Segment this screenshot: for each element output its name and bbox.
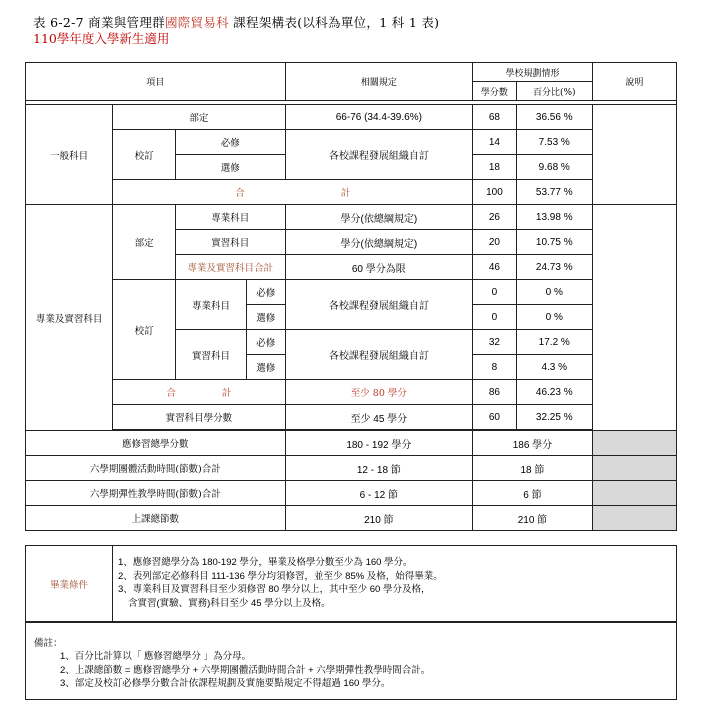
notes-title: 備註：	[34, 638, 63, 649]
general-elective-credits: 18	[473, 155, 517, 180]
summary-rule: 180 - 192 學分	[285, 431, 473, 456]
header-percent: 百分比(%)	[516, 82, 592, 101]
pro-subtotal-label: 專業及實習科目合計	[176, 255, 286, 280]
graduation-line: 1、應修習總學分為 180-192 學分，畢業及格學分數至少為 160 學分。	[118, 557, 413, 568]
graduation-line: 2、表列部定必修科目 111-136 學分均須修習，並至少 85% 及格，始得畢業。	[118, 570, 443, 582]
graduation-text	[118, 556, 443, 610]
general-total-row	[26, 180, 677, 205]
pro-practice-pct: 10.75 %	[516, 230, 592, 255]
summary-value: 6 節	[473, 481, 593, 506]
pro-subject-credits: 26	[473, 205, 517, 230]
summary-value: 210 節	[473, 506, 593, 531]
pro-school-label: 校訂	[113, 280, 176, 380]
general-required-label: 必修	[176, 130, 286, 155]
practice-total-row	[26, 405, 677, 430]
general-total-credits: 100	[473, 180, 517, 205]
title-prefix: 表 6-2-7 商業與管理群	[33, 15, 165, 30]
general-required-credits: 14	[473, 130, 517, 155]
general-total-label-1: 合	[235, 188, 245, 199]
pro-total-credits: 86	[473, 380, 517, 405]
school-pro-elective-credits: 0	[473, 305, 517, 330]
professional-label: 專業及實習科目	[26, 205, 113, 431]
pro-subtotal-rule: 60 學分為限	[285, 255, 473, 280]
note-line: 3、部定及校訂必修學分數合計依課程規劃及實施要點規定不得超過 160 學分。	[60, 678, 391, 689]
general-elective-label: 選修	[176, 155, 286, 180]
pro-practice-credits: 20	[473, 230, 517, 255]
pro-subject-rule: 學分(依總綱規定)	[285, 205, 473, 230]
graduation-line: 3、專業科目及實習科目至少須修習 80 學分以上，其中至少 60 學分及格，	[118, 584, 431, 595]
general-remarks	[592, 105, 676, 205]
table-subtitle: 110學年度入學新生適用	[33, 31, 170, 46]
school-pro-rule: 各校課程發展組織自訂	[285, 280, 473, 330]
summary-remarks	[592, 431, 676, 456]
notes-list	[60, 650, 430, 691]
summary-remarks	[592, 481, 676, 506]
practice-total-pct: 32.25 %	[516, 405, 592, 430]
school-pro-elective-label: 選修	[247, 305, 286, 330]
general-school-label: 校訂	[113, 130, 176, 180]
summary-label: 六學期團體活動時間(節數)合計	[26, 456, 286, 481]
school-prac-elective-credits: 8	[473, 355, 517, 380]
summary-remarks	[592, 506, 676, 531]
header-item: 項目	[26, 63, 286, 101]
pro-subtotal-pct: 24.73 %	[516, 255, 592, 280]
school-prac-elective-label: 選修	[247, 355, 286, 380]
header-rules: 相關規定	[285, 63, 473, 101]
general-required-row	[26, 130, 677, 155]
general-total-label-2: 計	[340, 188, 351, 199]
pro-total-rule: 至少 80 學分	[285, 380, 473, 405]
general-total-pct: 53.77 %	[516, 180, 592, 205]
practice-total-rule: 至少 45 學分	[285, 405, 473, 430]
summary-rule: 6 - 12 節	[285, 481, 473, 506]
summary-value: 186 學分	[473, 431, 593, 456]
header-school-plan: 學校規劃情形	[473, 63, 593, 82]
summary-row	[26, 456, 677, 481]
pro-total-label-1: 合	[166, 388, 176, 399]
title-suffix: 課程架構表(以科為單位，1 科 1 表)	[228, 15, 440, 30]
pro-practice-rule: 學分(依總綱規定)	[285, 230, 473, 255]
curriculum-table	[25, 62, 677, 531]
general-ministry-row	[26, 105, 677, 130]
professional-remarks	[592, 205, 676, 431]
pro-total-row	[26, 380, 677, 405]
school-pro-required-pct: 0 %	[516, 280, 592, 305]
school-pro-elective-pct: 0 %	[516, 305, 592, 330]
school-pro-required-row	[26, 280, 677, 305]
school-pro-subject-label: 專業科目	[176, 280, 247, 330]
notes-box	[25, 622, 677, 700]
note-line: 1、百分比計算以「 應修習總學分 」為分母。	[60, 651, 252, 662]
graduation-label: 畢業條件	[26, 546, 113, 621]
graduation-conditions	[25, 545, 677, 622]
school-prac-required-label: 必修	[247, 330, 286, 355]
pro-ministry-label: 部定	[113, 205, 176, 280]
summary-row	[26, 431, 677, 456]
school-prac-rule: 各校課程發展組織自訂	[285, 330, 473, 380]
graduation-line: 含實習(實驗、實務)科目至少 45 學分以上及格。	[128, 597, 331, 609]
title-department: 國際貿易科	[164, 15, 229, 30]
summary-row	[26, 506, 677, 531]
summary-row	[26, 481, 677, 506]
general-total-label	[113, 180, 473, 205]
header-remarks: 說明	[592, 63, 676, 101]
summary-remarks	[592, 456, 676, 481]
practice-total-label: 實習科目學分數	[113, 405, 285, 430]
note-line: 2、上課總節數 = 應修習總學分 + 六學期團體活動時間合計 + 六學期彈性教學時間合計。	[60, 664, 431, 676]
general-ministry-pct: 36.56 %	[516, 105, 592, 130]
school-pro-required-credits: 0	[473, 280, 517, 305]
general-ministry-label: 部定	[113, 105, 285, 130]
pro-subtotal-credits: 46	[473, 255, 517, 280]
summary-value: 18 節	[473, 456, 593, 481]
summary-rule: 210 節	[285, 506, 473, 531]
pro-ministry-row	[26, 205, 677, 230]
school-prac-subject-label: 實習科目	[176, 330, 247, 380]
summary-label: 應修習總學分數	[26, 431, 286, 456]
summary-label: 上課總節數	[26, 506, 286, 531]
header-credits: 學分數	[473, 82, 517, 101]
pro-total-pct: 46.23 %	[516, 380, 592, 405]
pro-total-label-2: 計	[221, 388, 232, 399]
school-prac-elective-pct: 4.3 %	[516, 355, 592, 380]
school-prac-required-pct: 17.2 %	[516, 330, 592, 355]
general-school-rule: 各校課程發展組織自訂	[285, 130, 473, 180]
practice-total-credits: 60	[473, 405, 517, 430]
pro-subject-pct: 13.98 %	[516, 205, 592, 230]
summary-label: 六學期彈性教學時間(節數)合計	[26, 481, 286, 506]
pro-subject-label: 專業科目	[176, 205, 286, 230]
school-pro-required-label: 必修	[247, 280, 286, 305]
school-prac-required-credits: 32	[473, 330, 517, 355]
general-label: 一般科目	[26, 105, 113, 205]
pro-practice-label: 實習科目	[176, 230, 286, 255]
pro-total-label	[113, 380, 285, 405]
general-ministry-rule: 66-76 (34.4-39.6%)	[285, 105, 473, 130]
header-row	[26, 63, 677, 82]
general-required-pct: 7.53 %	[516, 130, 592, 155]
general-ministry-credits: 68	[473, 105, 517, 130]
general-elective-pct: 9.68 %	[516, 155, 592, 180]
summary-rule: 12 - 18 節	[285, 456, 473, 481]
